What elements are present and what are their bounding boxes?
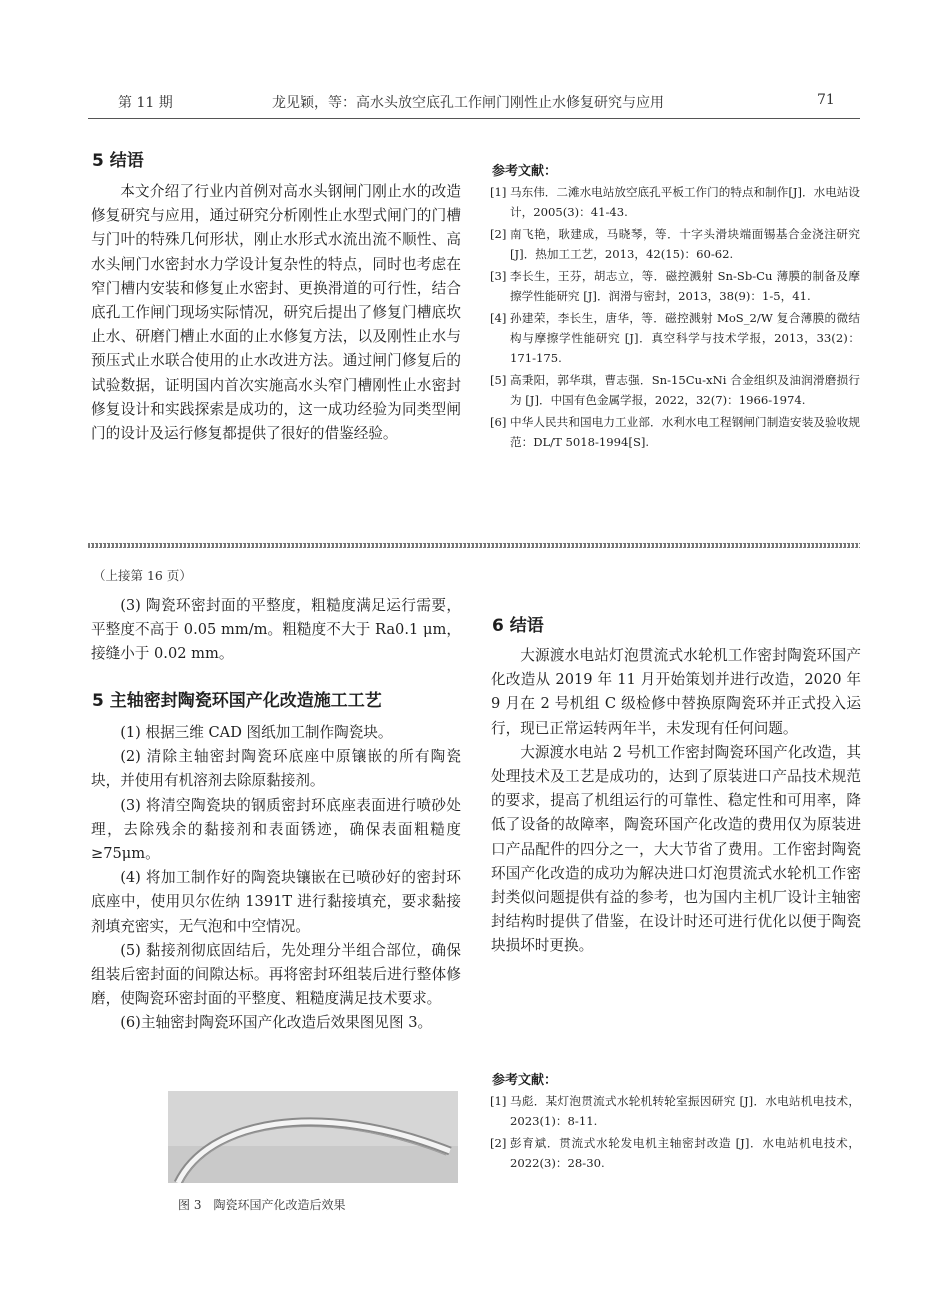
ref-number: [4]	[490, 311, 507, 325]
reference-item	[490, 308, 860, 368]
ref-text: 高秉阳，郭华琪，曹志强．Sn-15Cu-xNi 合金组织及油润滑磨损行为 [J]．中国有色金属学报，2022，32(7)：1966-1974.	[510, 373, 860, 407]
ref-text: 彭育斌．贯流式水轮发电机主轴密封改造 [J]．水电站机电技术，2022(3)：28-30.	[510, 1136, 860, 1170]
references-heading: 参考文献：	[492, 164, 558, 179]
continued-note: （上接第 16 页）	[93, 568, 192, 583]
conclusion-body	[91, 180, 461, 446]
flatness-paragraph-block	[91, 594, 461, 667]
section-heading-conclusion: 5 结语	[92, 151, 144, 171]
ceramic-ring-image	[168, 1091, 458, 1183]
section-heading-conclusion-2: 6 结语	[492, 616, 544, 636]
process-steps	[91, 721, 461, 1036]
ref-number: [6]	[490, 415, 507, 429]
article-divider	[88, 543, 860, 548]
reference-item	[490, 224, 860, 264]
reference-item	[490, 412, 860, 452]
references-heading-2: 参考文献：	[492, 1073, 558, 1088]
ref-number: [3]	[490, 269, 507, 283]
running-title: 龙见颖，等：高水头放空底孔工作闸门刚性止水修复研究与应用	[272, 95, 664, 111]
reference-item	[490, 1091, 860, 1131]
figure-3-caption: 图 3 陶瓷环国产化改造后效果	[178, 1198, 346, 1212]
ref-text: 李长生，王芬，胡志立，等．磁控溅射 Sn-Sb-Cu 薄膜的制备及摩擦学性能研究 [J]．润滑与密封，2013，38(9)：1-5，41.	[510, 269, 860, 303]
page-number: 71	[817, 92, 835, 108]
figure-3-photo	[168, 1091, 458, 1183]
header-rule	[88, 118, 860, 119]
section-heading-process: 5 主轴密封陶瓷环国产化改造施工工艺	[92, 691, 382, 711]
conclusion-paragraph: 本文介绍了行业内首例对高水头钢闸门刚止水的改造修复研究与应用，通过研究分析刚性止水型式闸门的门槽与门叶的特殊几何形状，刚止水形式水流出流不顺性、高水头闸门水密封水力学设计复杂性的特点，同时也考虑在窄门槽内安装和修复止水密封、更换滑道的可行性，结合底孔工作闸门现场实际情况，研究后提出了修复门槽底坎止水、研磨门槽止水面的止水修复方法，以及刚性止水与预压式止水联合使用的止水改进方法。通过闸门修复后的试验数据，证明国内首次实施高水头窄门槽刚性止水密封修复设计和实践探索是成功的，这一成功经验为同类型闸门的设计及运行修复都提供了很好的借鉴经验。	[91, 183, 461, 443]
reference-list	[490, 182, 860, 454]
ref-text: 南飞艳，耿建成，马晓琴，等．十字头滑块端面锡基合金浇注研究[J]．热加工工艺，2013，42(15)：60-62.	[510, 227, 860, 261]
conclusion-2-paragraph: 大源渡水电站 2 号机工作密封陶瓷环国产化改造，其处理技术及工艺是成功的，达到了原装进口产品技术规范的要求，提高了机组运行的可靠性、稳定性和可用率，降低了设备的故障率，陶瓷环国产化改造的费用仅为原装进口产品配件的四分之一，大大节省了费用。工作密封陶瓷环国产化改造的成功为解决进口灯泡贯流式水轮机工作密封类似问题提供有益的参考，也为国内主机厂设计主轴密封结构时提供了借鉴，在设计时还可进行优化以便于陶瓷块损坏时更换。	[491, 743, 861, 955]
issue-number: 第 11 期	[118, 95, 173, 111]
ref-text: 中华人民共和国电力工业部．水利水电工程钢闸门制造安装及验收规范：DL/T 5018-1994[S].	[510, 415, 860, 449]
ref-text: 孙建荣，李长生，唐华，等．磁控溅射 MoS_2/W 复合薄膜的微结构与摩擦学性能研究 [J]．真空科学与技术学报，2013，33(2)：171-175.	[510, 311, 860, 365]
ref-text: 马东伟．二滩水电站放空底孔平板工作门的特点和制作[J]．水电站设计，2005(3)：41-43.	[510, 185, 860, 219]
process-step: (5) 黏接剂彻底固结后，先处理分半组合部位，确保组装后密封面的间隙达标。再将密封环组装后进行整体修磨，使陶瓷环密封面的平整度、粗糙度满足技术要求。	[91, 941, 461, 1008]
reference-list-2	[490, 1091, 860, 1175]
process-step: (4) 将加工制作好的陶瓷块镶嵌在已喷砂好的密封环底座中，使用贝尔佐纳 1391T 进行黏接填充，要求黏接剂填充密实，无气泡和中空情况。	[91, 869, 461, 935]
ref-number: [2]	[490, 227, 507, 241]
ref-number: [1]	[490, 185, 507, 199]
reference-item	[490, 1133, 860, 1173]
reference-item	[490, 182, 860, 222]
process-step: (3) 将清空陶瓷块的钢质密封环底座表面进行喷砂处理，去除残余的黏接剂和表面锈迹，确保表面粗糙度≥75μm。	[91, 796, 461, 863]
flatness-paragraph: (3) 陶瓷环密封面的平整度，粗糙度满足运行需要，平整度不高于 0.05 mm/m。粗糙度不大于 Ra0.1 μm，接缝小于 0.02 mm。	[91, 597, 461, 663]
process-step: (1) 根据三维 CAD 图纸加工制作陶瓷块。	[120, 724, 393, 741]
ref-number: [1]	[490, 1094, 507, 1108]
ref-text: 马彪．某灯泡贯流式水轮机转轮室振因研究 [J]．水电站机电技术，2023(1)：8-11.	[510, 1094, 860, 1128]
ref-number: [5]	[490, 373, 507, 387]
process-step: (2) 清除主轴密封陶瓷环底座中原镶嵌的所有陶瓷块，并使用有机溶剂去除原黏接剂。	[91, 748, 461, 790]
reference-item	[490, 266, 860, 306]
ref-number: [2]	[490, 1136, 507, 1150]
conclusion-2-paragraph: 大源渡水电站灯泡贯流式水轮机工作密封陶瓷环国产化改造从 2019 年 11 月开始策划并进行改造，2020 年 9 月在 2 号机组 C 级检修中替换原陶瓷环并正式投入运行，现已正常运转两年半，未发现有任何问题。	[491, 647, 861, 737]
conclusion-2-body	[491, 644, 861, 959]
process-step: (6)主轴密封陶瓷环国产化改造后效果图见图 3。	[120, 1014, 433, 1032]
reference-item	[490, 370, 860, 410]
